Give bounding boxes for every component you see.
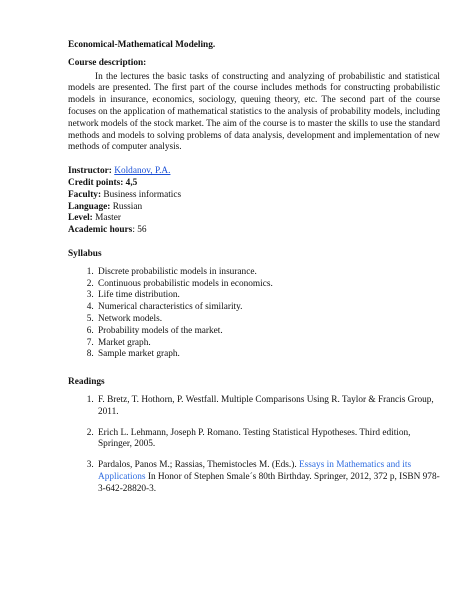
academic-hours-value: : 56 <box>132 225 147 236</box>
level-label: Level: <box>68 213 93 224</box>
reading-authors: Pardalos, Panos M.; Rassias, Themistocles M. (Eds.). <box>98 460 297 471</box>
level-line <box>68 213 440 225</box>
faculty-value: Business informatics <box>103 189 182 200</box>
language-line <box>68 202 440 214</box>
faculty-line <box>68 190 440 202</box>
readings-list <box>68 395 440 496</box>
academic-hours-line <box>68 225 440 237</box>
list-item: 8. Sample market graph. <box>96 349 440 361</box>
list-item: 1. Discrete probabilistic models in insurance. <box>96 267 440 279</box>
course-description-text: In the lectures the basic tasks of constructing and analyzing of probabilistic and statistical models are presented. The first part of the course includes methods for constructing probabilistic models in insurance, economics, sociology, queuing theory, etc. The second part of the course focuses on the application of mathematical statistics to the analysis of probability models, including network models of the stock market. The aim of the course is to master the skills to use the standard methods and models to solving problems of data analysis, development and implementation of new methods of computer analysis. <box>68 71 440 153</box>
instructor-line <box>68 166 440 178</box>
readings-heading: Readings <box>68 377 105 388</box>
syllabus-heading: Syllabus <box>68 248 102 259</box>
list-item: 7. Market graph. <box>96 338 440 350</box>
reading-details: In Honor of Stephen Smale´s 80th Birthday. Springer, 2012, 372 p, ISBN 978-3-642-28820-3. <box>98 471 440 494</box>
academic-hours-label: Academic hours <box>68 225 133 236</box>
list-item: 3. Life time distribution. <box>96 290 440 302</box>
language-value: Russian <box>112 201 143 212</box>
list-item: 6. Probability models of the market. <box>96 326 440 338</box>
credit-points-line <box>68 178 440 190</box>
instructor-label: Instructor: <box>68 166 112 177</box>
credit-points-label: Credit points: 4,5 <box>68 177 138 188</box>
reading-item: 1. F. Bretz, T. Hothorn, P. Westfall. Multiple Comparisons Using R. Taylor & Francis Group, 2011. <box>96 395 440 419</box>
reading-item <box>96 460 440 495</box>
language-label: Language: <box>68 201 111 212</box>
course-description-label: Course description: <box>68 57 147 68</box>
instructor-link[interactable]: Koldanov, P.A. <box>114 166 171 177</box>
syllabus-list <box>68 267 440 361</box>
list-item: 5. Network models. <box>96 314 440 326</box>
level-value: Master <box>95 213 121 224</box>
reading-item: 2. Erich L. Lehmann, Joseph P. Romano. Testing Statistical Hypotheses. Third edition, Springer, 2005. <box>96 428 440 452</box>
list-item: 4. Numerical characteristics of similarity. <box>96 302 440 314</box>
faculty-label: Faculty: <box>68 189 102 200</box>
list-item: 2. Continuous probabilistic models in economics. <box>96 279 440 291</box>
reading-link[interactable]: Essays in Mathematics and its Applications <box>98 460 412 482</box>
course-meta <box>68 166 440 237</box>
document-title: Economical-Mathematical Modeling. <box>68 40 216 50</box>
